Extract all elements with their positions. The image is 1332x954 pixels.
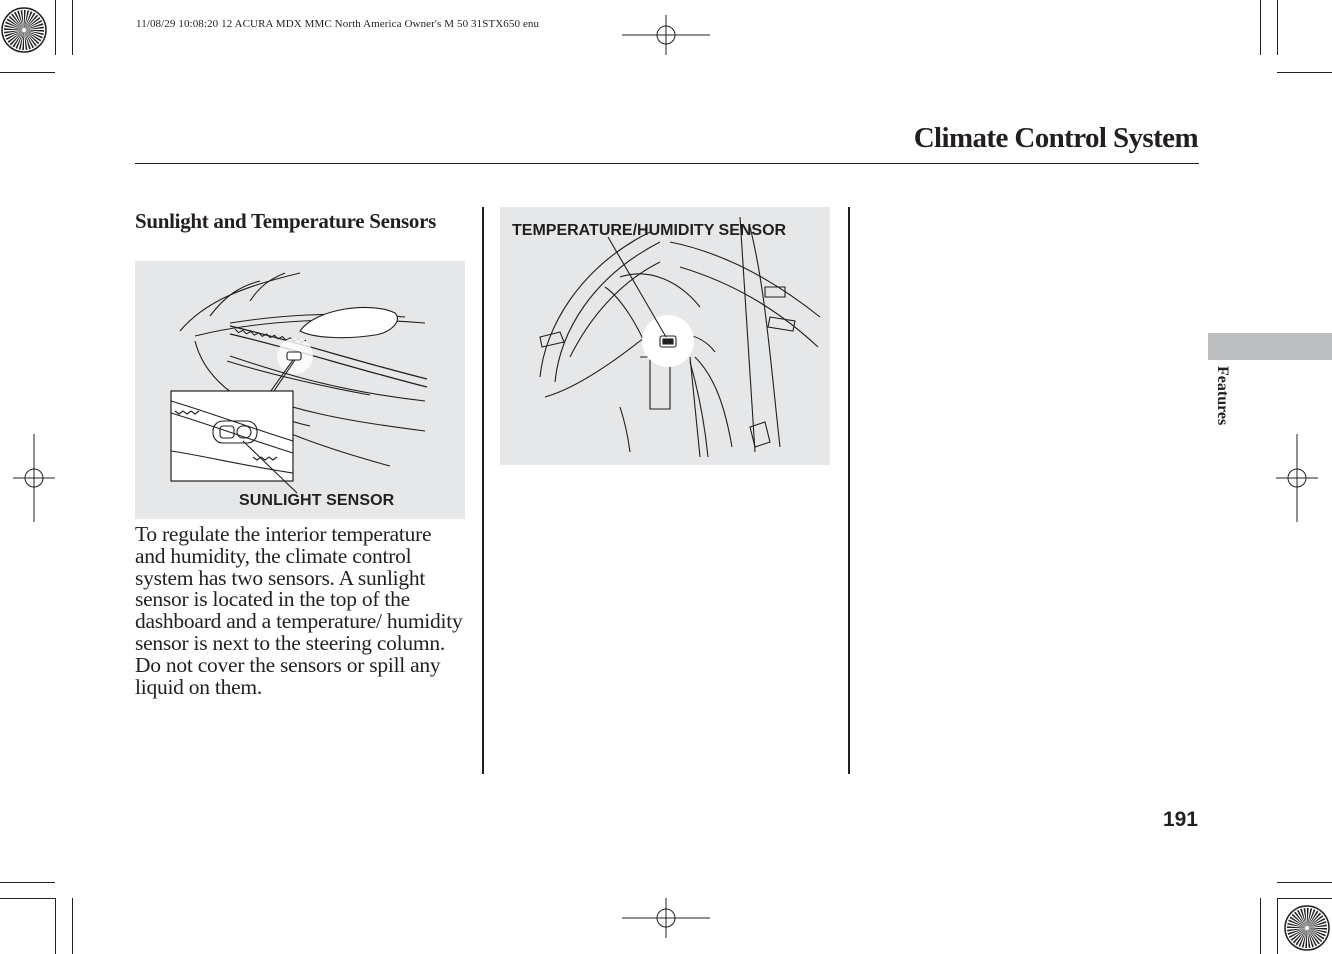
registration-mark-right-icon bbox=[1276, 434, 1318, 522]
registration-mark-bottom-icon bbox=[622, 898, 710, 938]
sunburst-mark-bottom-right-icon bbox=[1283, 904, 1331, 952]
dashboard-illustration bbox=[135, 261, 465, 519]
body-paragraph: To regulate the interior temperature and humidity, the climate control system has two sensors. A sunlight sensor is located in the top of the dashboard and a temperature/ humidity sensor is next to the steering column. Do not cover the sensors or spill any liquid on them. bbox=[135, 522, 463, 699]
column-divider-1 bbox=[482, 207, 484, 774]
column-divider-2 bbox=[848, 207, 850, 774]
print-slug: 11/08/29 10:08:20 12 ACURA MDX MMC North America Owner's M 50 31STX650 enu bbox=[136, 18, 540, 30]
title-divider bbox=[135, 163, 1199, 164]
registration-mark-top-icon bbox=[622, 15, 710, 55]
sunlight-sensor-label: SUNLIGHT SENSOR bbox=[239, 492, 395, 509]
section-tab-label: Features bbox=[1214, 366, 1231, 426]
sunburst-mark-top-left-icon bbox=[0, 6, 48, 54]
section-heading: Sunlight and Temperature Sensors bbox=[135, 209, 437, 233]
temperature-humidity-sensor-label: TEMPERATURE/HUMIDITY SENSOR bbox=[512, 222, 787, 239]
page-title: Climate Control System bbox=[913, 122, 1198, 154]
sunlight-sensor-figure bbox=[135, 261, 465, 519]
registration-mark-left-icon bbox=[13, 434, 55, 522]
page-number: 191 bbox=[1162, 808, 1198, 831]
section-tab bbox=[1208, 333, 1332, 360]
steering-column-illustration bbox=[500, 207, 830, 465]
temperature-sensor-figure bbox=[500, 207, 830, 465]
